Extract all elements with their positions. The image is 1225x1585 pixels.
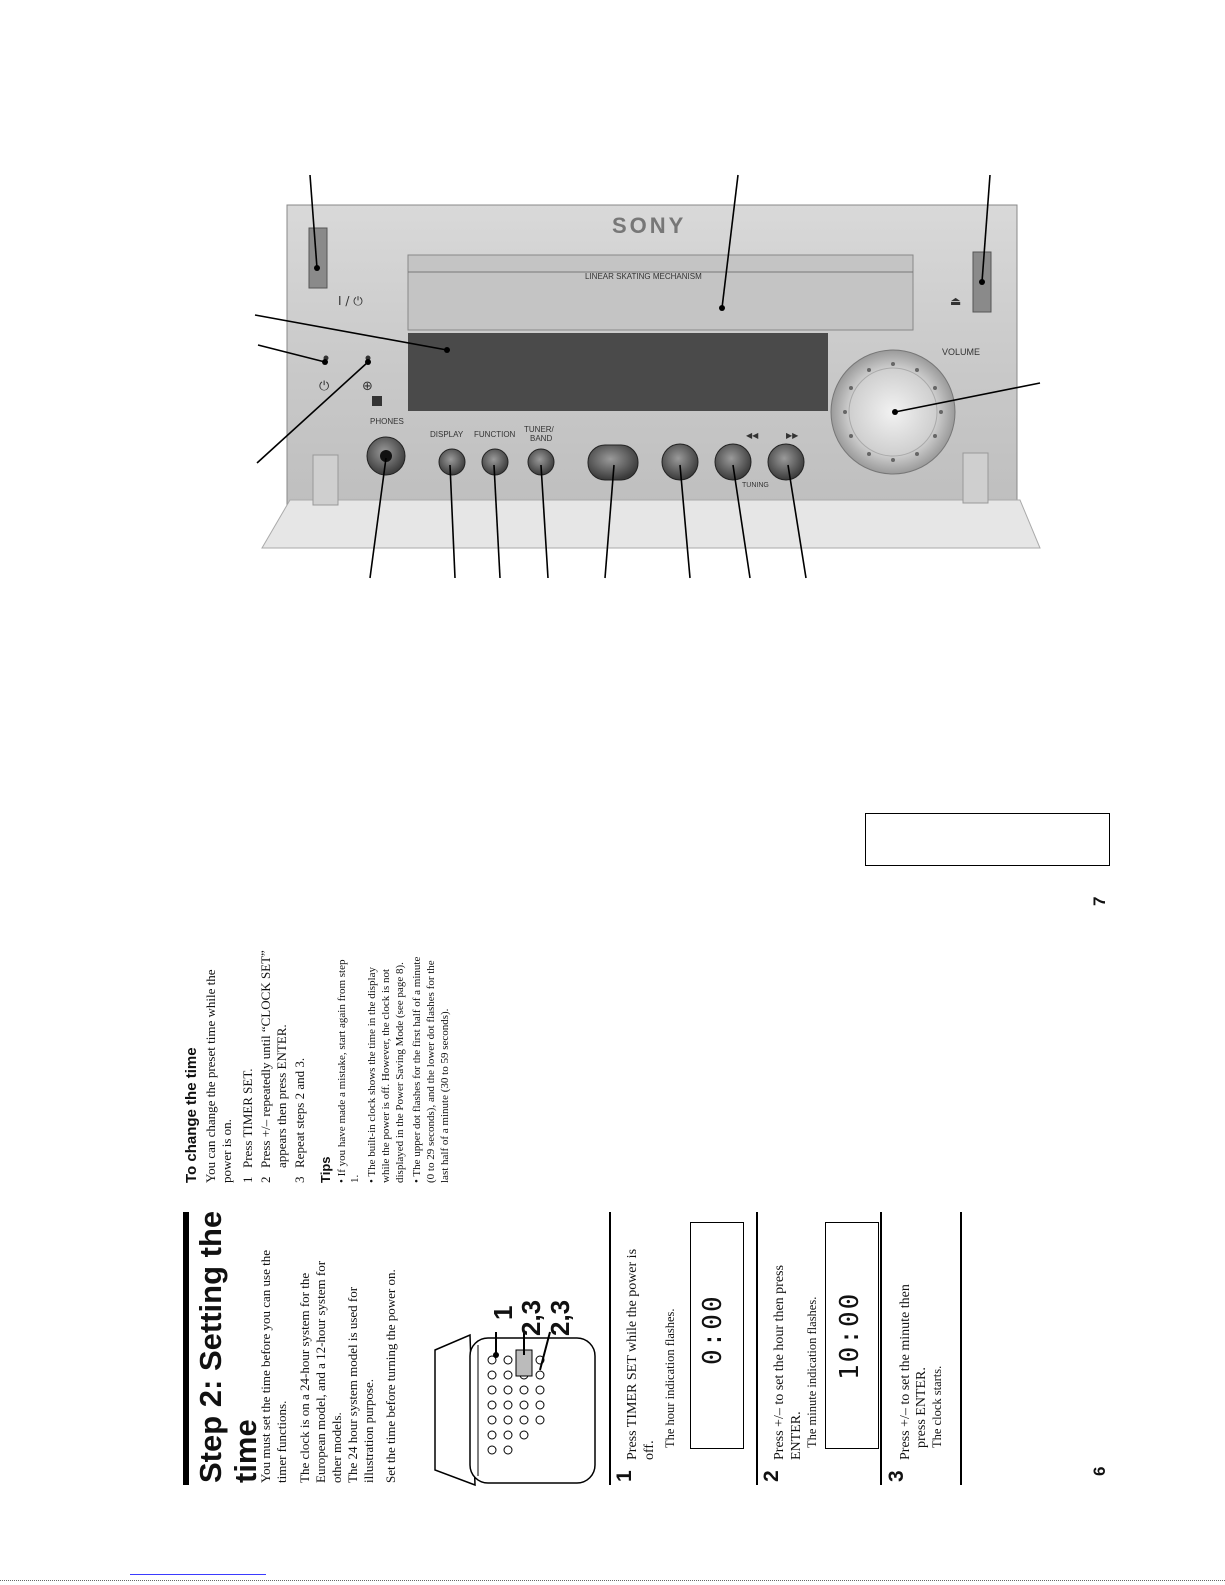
tip2-line2: while the power is off. However, the clock is not [380, 968, 392, 1183]
step3-sub: The clock starts. [930, 1365, 944, 1448]
end-rule [960, 1212, 962, 1485]
display-label: DISPLAY [430, 430, 464, 439]
footer-link-underline [130, 1574, 266, 1575]
step3-text-2: press ENTER. [914, 1367, 929, 1448]
step-title-line1: Step 2: Setting the [193, 1210, 228, 1483]
forward-button[interactable] [768, 444, 804, 480]
step1-text-2: off. [642, 1440, 657, 1460]
remote-callout-2: 2,3 [516, 1299, 546, 1336]
step1-rule [609, 1212, 611, 1485]
change-title: To change the time [183, 1047, 200, 1183]
step3-rule [880, 1212, 882, 1485]
remote-callout-1: 1 [488, 1305, 518, 1320]
title-rule [183, 1212, 189, 1485]
tip2-line3: displayed in the Power Saving Mode (see page 8). [394, 962, 406, 1183]
stop-button[interactable] [662, 444, 698, 480]
step1-text-1: Press TIMER SET while the power is [625, 1248, 640, 1460]
page-number-left: 6 [1090, 1466, 1109, 1476]
mechanism-label: LINEAR SKATING MECHANISM [585, 272, 702, 281]
intro-line-8: Set the time before turning the power on. [383, 1269, 398, 1483]
tip3-line1: • The upper dot flashes for the first half of a minute [411, 956, 423, 1183]
intro-line-6: The 24 hour system model is used for [345, 1286, 360, 1483]
step1-sub: The hour indication flashes. [663, 1308, 677, 1448]
display-window [408, 333, 828, 411]
tuning-label: TUNING [742, 482, 769, 489]
step2-display-text: 10:00 [835, 1291, 865, 1380]
step1-number: 1 [613, 1470, 636, 1482]
remote-control-illustration [420, 1330, 600, 1490]
change-item2-num: 2 [258, 1176, 273, 1183]
change-item1-num: 1 [240, 1176, 255, 1183]
change-item2-text-1: Press +/– repeatedly until “CLOCK SET” [258, 950, 273, 1168]
power-switch[interactable] [309, 228, 327, 288]
display-button[interactable] [439, 449, 465, 475]
intro-line-4: European model, and a 12-hour system for [313, 1260, 328, 1483]
volume-label: VOLUME [942, 347, 981, 357]
intro-line-2: timer functions. [274, 1400, 289, 1483]
step2-number: 2 [760, 1470, 783, 1482]
change-item2-text-2: appears then press ENTER. [274, 1024, 289, 1168]
rewind-label: ◀◀ [746, 431, 759, 440]
change-intro-2: power is on. [219, 1119, 234, 1183]
cd-slot [408, 255, 913, 330]
tip3-line2: (0 to 29 seconds), and the lower dot flashes for the [425, 960, 437, 1183]
tip1-line1: • If you have made a mistake, start again from step [336, 959, 348, 1183]
step3-text-1: Press +/– to set the minute then [898, 1284, 913, 1460]
svg-text:⏻: ⏻ [319, 379, 330, 394]
band-label: BAND [530, 434, 553, 443]
intro-line-3: The clock is on a 24-hour system for the [297, 1272, 312, 1483]
footer-dotted-line [0, 1580, 1225, 1581]
remote-callout-3: 2,3 [545, 1299, 575, 1336]
tip3-line3: last half of a minute (30 to 59 seconds). [439, 1008, 451, 1183]
change-item1-text: Press TIMER SET. [240, 1068, 255, 1168]
tips-title: Tips [318, 1156, 333, 1183]
power-label: I / ⏻ [338, 294, 363, 308]
device-front-panel-illustration [0, 0, 1225, 620]
intro-line-5: other models. [329, 1412, 344, 1483]
svg-text:⊕: ⊕ [362, 379, 373, 394]
blank-label-box [865, 813, 1110, 866]
eject-label: ⏏ [950, 294, 962, 308]
tip2-line1: • The built-in clock shows the time in the display [366, 967, 378, 1183]
step2-text-2: ENTER. [789, 1411, 804, 1460]
page-number-right: 7 [1090, 896, 1109, 906]
step-title-line2: time [228, 1419, 263, 1483]
change-item3-text: Repeat steps 2 and 3. [292, 1057, 307, 1168]
change-item3-num: 3 [292, 1176, 307, 1183]
step2-rule [756, 1212, 758, 1485]
function-label: FUNCTION [474, 430, 516, 439]
tip1-line2: 1. [349, 1174, 361, 1183]
rewind-button[interactable] [715, 444, 751, 480]
brand-logo: SONY [612, 213, 687, 238]
intro-line-1: You must set the time before you can use the [258, 1250, 273, 1483]
step2-sub: The minute indication flashes. [805, 1296, 819, 1448]
phones-label: PHONES [370, 417, 404, 426]
change-intro-1: You can change the preset time while the [203, 969, 218, 1183]
intro-line-7: illustration purpose. [361, 1379, 376, 1483]
step1-display-text: 0:00 [698, 1294, 728, 1365]
tuner-label: TUNER/ [524, 425, 554, 434]
step3-number: 3 [885, 1470, 908, 1482]
forward-label: ▶▶ [786, 431, 799, 440]
step2-text-1: Press +/– to set the hour then press [772, 1265, 787, 1460]
